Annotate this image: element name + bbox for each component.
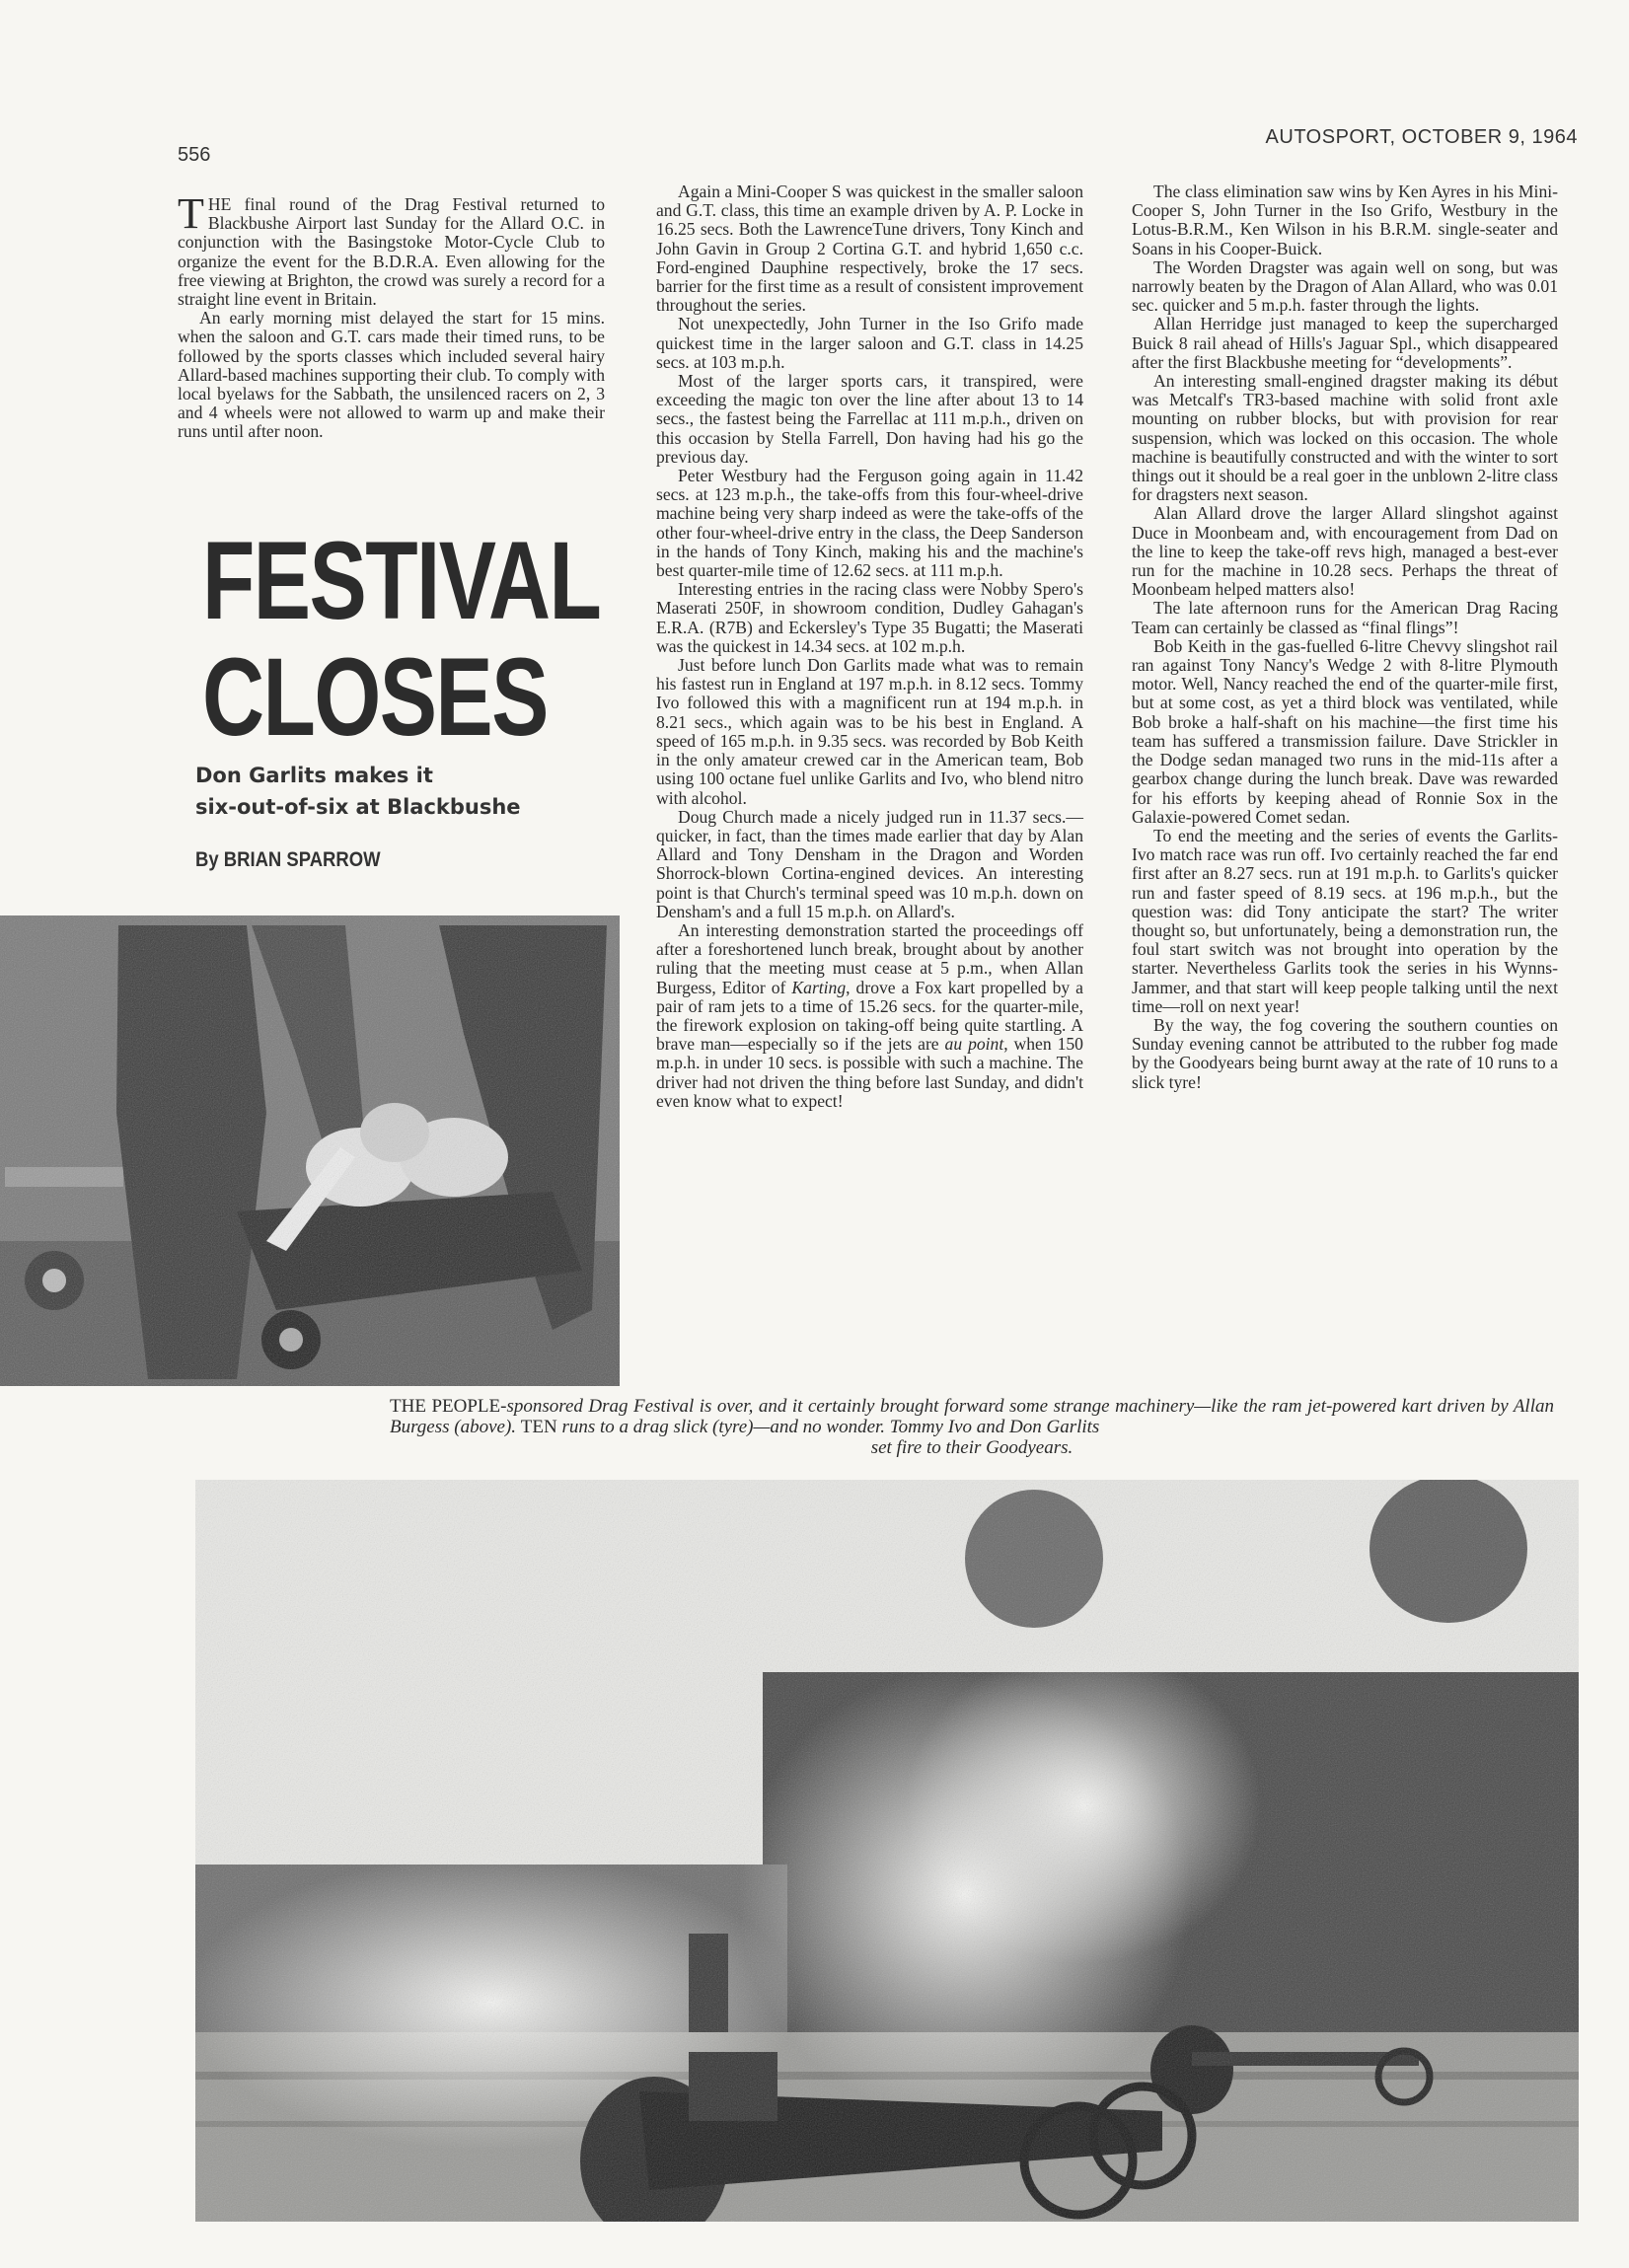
- paragraph: Doug Church made a nicely judged run in 11.37 secs.—quicker, in fact, than the times made earlier that day by Alan Allard and Tony Densham in the Dragon and Worden Shorrock-blown Cortina-engined devices. An interesting point is that Church's terminal speed was 10 m.p.h. down on Densham's and a full 15 m.p.h. on Allard's.: [656, 806, 1083, 921]
- paragraph: Interesting entries in the racing class were Nobby Spero's Maserati 250F, in showroom condition, Dudley Gahagan's E.R.A. (R7B) and Eckersley's Type 35 Bugatti; the Maserati was the quickest in 14.34 secs. at 102 m.p.h.: [656, 579, 1083, 656]
- headline-line: CLOSES: [202, 635, 548, 759]
- paragraph: Bob Keith in the gas-fuelled 6-litre Chevvy slingshot rail ran against Tony Nancy's Wedge 2 with 8-litre Plymouth motor. Well, Nancy reached the end of the quarter-mile first, but at some cost, as yet a third block was ventilated, while Bob broke a half-shaft on his machine—the first time his team has suffered a transmission failure. Dave Strickler in the Dodge sedan managed two runs in the mid-11s after a gearbox change during the lunch break. Dave was rewarded for his efforts by keeping ahead of Ronnie Sox in the Galaxie-powered Comet sedan.: [1132, 635, 1558, 827]
- photo-dragster-burnout: [195, 1480, 1579, 2222]
- byline: By BRIAN SPARROW: [195, 848, 381, 871]
- paragraph: To end the meeting and the series of events the Garlits-Ivo match race was run off. Ivo certainly reached the far end first after an 8.27 secs. run at 191 m.p.h. to Garlits's quicker run and faster speed of 8.19 secs. at 196 m.p.h., but the question was: did Tony anticipate the start? The writer thought so, but unfortunately, being a demonstration run, the foul start switch was not brought into operation by the starter. Nevertheless Garlits took the series in his Wynns-Jammer, and that start will keep people talking until the next time—roll on next year!: [1132, 825, 1558, 1016]
- paragraph-text: , drove a Fox kart propelled by a pair of ram jets to a time of 15.26 secs. for the quarter-mile, the firework explosion on taking-off being quite startling. A brave man—especially so if the jets are: [656, 977, 1083, 1055]
- paragraph: Most of the larger sports cars, it transpired, were exceeding the magic ton over the line after about 13 to 14 secs., the fastest being the Farrellac at 111 m.p.h., driven on this occasion by Stella Farrell, Don having had his go the previous day.: [656, 371, 1083, 467]
- paragraph: Allan Herridge just managed to keep the supercharged Buick 8 rail ahead of Hills's Jaguar Spl., which disappeared after the first Blackbushe meeting for “developments”.: [1132, 314, 1558, 372]
- lead-in: HE: [207, 194, 232, 214]
- caption-text: THE: [390, 1396, 426, 1417]
- italic-phrase: au point: [944, 1034, 1004, 1055]
- caption-text: set fire to their Goodyears.: [870, 1437, 1074, 1458]
- paragraph: Peter Westbury had the Ferguson going again in 11.42 secs. at 123 m.p.h., the take-offs from this four-wheel-drive machine being very sharp indeed as were the take-offs of the other four-wheel-drive entry in the class, the Deep Sanderson in the hands of Tony Kinch, making his and the machine's best quarter-mile time of 12.62 secs. at 111 m.p.h.: [656, 466, 1083, 581]
- paragraph: By the way, the fog covering the southern counties on Sunday evening cannot be attributed to the rubber fog made by the Goodyears being burnt away at the rate of 10 runs to a slick tyre!: [1132, 1014, 1558, 1092]
- paragraph-text: final round of the Drag Festival returned to Blackbushe Airport last Sunday for the Allard O.C. in conjunction with the Basingstoke Motor-Cycle Club to organize the event for the B.D.R.A. Even allowing for the free viewing at Brighton, the crowd was surely a record for a straight line event in Britain.: [178, 194, 605, 310]
- subheadline-line: six-out-of-six at Blackbushe: [195, 795, 521, 819]
- caption-text: runs to a drag slick (tyre)—and no wonder. Tommy Ivo and Don Garlits: [556, 1417, 1100, 1437]
- caption-text: -sponsored Drag Festival is over, and it certainly brought forward some strange machinery—like the ram jet-powered kart driven by Allan Burgess (above).: [390, 1396, 1554, 1437]
- subheadline: [195, 760, 521, 823]
- article-column-1: [178, 189, 605, 442]
- subheadline-line: Don Garlits makes it: [195, 764, 433, 787]
- kart-photo-illustration: [0, 915, 620, 1386]
- italic-title: Karting: [791, 977, 847, 997]
- paragraph-text: An interesting demonstration started the proceedings off after a foreshortened lunch break, brought about by another ruling that the meeting must cease at 5 p.m., when Allan Burgess, Editor of: [656, 919, 1083, 997]
- caption-text: PEOPLE: [425, 1396, 501, 1417]
- headline-line: FESTIVAL: [202, 519, 601, 642]
- photo-caption: [390, 1396, 1554, 1458]
- paragraph: Alan Allard drove the larger Allard slingshot against Duce in Moonbeam and, with encouragement from Dad on the line to keep the take-off revs high, managed a best-ever run for the machine in 10.28 secs. Perhaps the threat of Moonbeam helped matters also!: [1132, 503, 1558, 600]
- paragraph: An interesting small-engined dragster making its début was Metcalf's TR3-based machine with solid front axle mounting on rubber blocks, but with provision for rear suspension, which was locked on this occasion. The whole machine is beautifully constructed and with the winter to sort things out it should be a real goer in the unblown 2-litre class for dragsters next season.: [1132, 371, 1558, 505]
- headline: [202, 519, 601, 759]
- paragraph: The Worden Dragster was again well on song, but was narrowly beaten by the Dragon of Alan Allard, who was 0.01 sec. quicker and 5 m.p.h. faster through the lights.: [1132, 256, 1558, 316]
- photo-ram-jet-kart: [0, 915, 620, 1386]
- article-column-3: [1132, 183, 1558, 1092]
- paragraph-text: , when 150 m.p.h. in under 10 secs. is possible with such a machine. The driver had not driven the thing before last Sunday, and didn't even know what to expect!: [656, 1034, 1083, 1111]
- paragraph: The class elimination saw wins by Ken Ayres in his Mini-Cooper S, John Turner in the Iso Grifo, Westbury in the Lotus-B.R.M., Ken Wilson in his B.R.M. single-seater and Soans in his Cooper-Buick.: [1132, 182, 1558, 258]
- caption-text: TEN: [520, 1417, 557, 1437]
- page-number: 556: [178, 144, 211, 166]
- paragraph: [178, 189, 605, 310]
- drop-cap: T: [178, 189, 204, 238]
- paragraph: The late afternoon runs for the American Drag Racing Team can certainly be classed as “final flings”!: [1132, 598, 1558, 637]
- paragraph: Again a Mini-Cooper S was quickest in the smaller saloon and G.T. class, this time an example driven by A. P. Locke in 16.25 secs. Both the LawrenceTune drivers, Tony Kinch and John Gavin in Group 2 Cortina G.T. and hybrid 1,650 c.c. Ford-engined Dauphine respectively, broke the 17 secs. barrier for the first time as a result of consistent improvement throughout the series.: [656, 182, 1083, 316]
- running-head: AUTOSPORT, OCTOBER 9, 1964: [1265, 126, 1578, 148]
- paragraph: Not unexpectedly, John Turner in the Iso Grifo made quickest time in the larger saloon and G.T. class in 14.25 secs. at 103 m.p.h.: [656, 314, 1083, 372]
- paragraph: An early morning mist delayed the start for 15 mins. when the saloon and G.T. cars made their timed runs, to be followed by the sports classes which included several hairy Allard-based machines supporting their club. To comply with local byelaws for the Sabbath, the unsilenced racers on 2, 3 and 4 wheels were not allowed to warm up and make their runs until after noon.: [178, 308, 605, 442]
- paragraph: Just before lunch Don Garlits made what was to remain his fastest run in England at 197 m.p.h. in 8.12 secs. Tommy Ivo followed this with a magnificent run at 194 m.p.h. in 8.21 secs., which again was to be his best in England. A speed of 165 m.p.h. in 9.35 secs. was recorded by Bob Keith in the only amateur crewed car in the American team, Bob using 100 octane fuel unlike Garlits and Ivo, who blend nitro with alcohol.: [656, 655, 1083, 808]
- paragraph: [656, 921, 1083, 1111]
- dragster-photo-illustration: [195, 1480, 1579, 2222]
- article-column-2: [656, 183, 1083, 1111]
